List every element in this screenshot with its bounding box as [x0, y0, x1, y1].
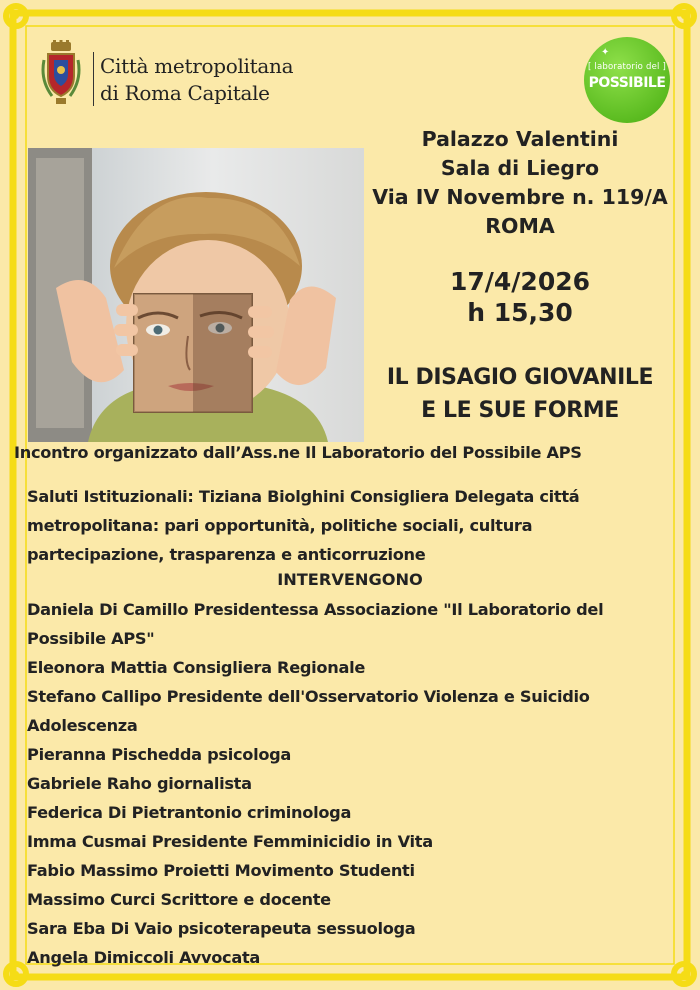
partner-logo-top: [ laboratorio del ] — [588, 62, 666, 72]
venue-line-1: Palazzo Valentini — [421, 127, 619, 151]
speaker-item: Imma Cusmai Presidente Femminicidio in Vita — [27, 832, 433, 851]
organizer-line: Incontro organizzato dall’Ass.ne Il Laboratorio del Possibile APS — [14, 443, 582, 462]
institution-line-1: Città metropolitana — [100, 54, 294, 78]
event-time: h 15,30 — [467, 298, 573, 327]
event-date: 17/4/2026 — [449, 267, 591, 296]
institution-logo — [36, 40, 306, 110]
partner-logo — [584, 37, 670, 123]
event-title — [360, 361, 680, 427]
speakers-list — [27, 595, 687, 972]
institution-name — [100, 53, 293, 107]
rome-crest-icon — [40, 40, 82, 106]
speaker-item: Gabriele Raho giornalista — [27, 774, 252, 793]
speaker-item: Angela Dimiccoli Avvocata — [27, 948, 261, 967]
institution-line-2: di Roma Capitale — [100, 81, 270, 105]
venue-line-3: Via IV Novembre n. 119/A — [372, 185, 668, 209]
venue-line-4: ROMA — [485, 214, 555, 238]
partner-logo-main: POSSIBILE — [588, 75, 666, 91]
sparkle-icon: ✦ — [601, 47, 610, 58]
greetings-line-3: partecipazione, trasparenza e anticorruzione — [27, 545, 426, 564]
speaker-item: Eleonora Mattia Consigliera Regionale — [27, 658, 365, 677]
speaker-item: Daniela Di Camillo Presidentessa Associazione "Il Laboratorio del Possibile APS" — [27, 600, 604, 648]
child-photo — [28, 148, 364, 442]
speaker-item: Fabio Massimo Proietti Movimento Studenti — [27, 861, 415, 880]
logo-divider — [93, 52, 94, 106]
venue-info — [360, 125, 680, 241]
speaker-item: Stefano Callipo Presidente dell'Osservatorio Violenza e Suicidio Adolescenza — [27, 687, 590, 735]
event-datetime — [360, 266, 680, 328]
greetings-line-2: metropolitana: pari opportunità, politiche sociali, cultura — [27, 516, 533, 535]
interventions-heading: INTERVENGONO — [277, 570, 423, 589]
speaker-item: Sara Eba Di Vaio psicoterapeuta sessuologa — [27, 919, 416, 938]
institutional-greetings — [27, 482, 687, 569]
speaker-item: Massimo Curci Scrittore e docente — [27, 890, 331, 909]
event-title-line-2: E LE SUE FORME — [421, 398, 619, 423]
event-title-line-1: IL DISAGIO GIOVANILE — [386, 365, 654, 390]
greetings-line-1: Saluti Istituzionali: Tiziana Biolghini Consigliera Delegata cittá — [27, 487, 580, 506]
venue-line-2: Sala di Liegro — [440, 156, 600, 180]
speaker-item: Pieranna Pischedda psicologa — [27, 745, 292, 764]
speaker-item: Federica Di Pietrantonio criminologa — [27, 803, 352, 822]
